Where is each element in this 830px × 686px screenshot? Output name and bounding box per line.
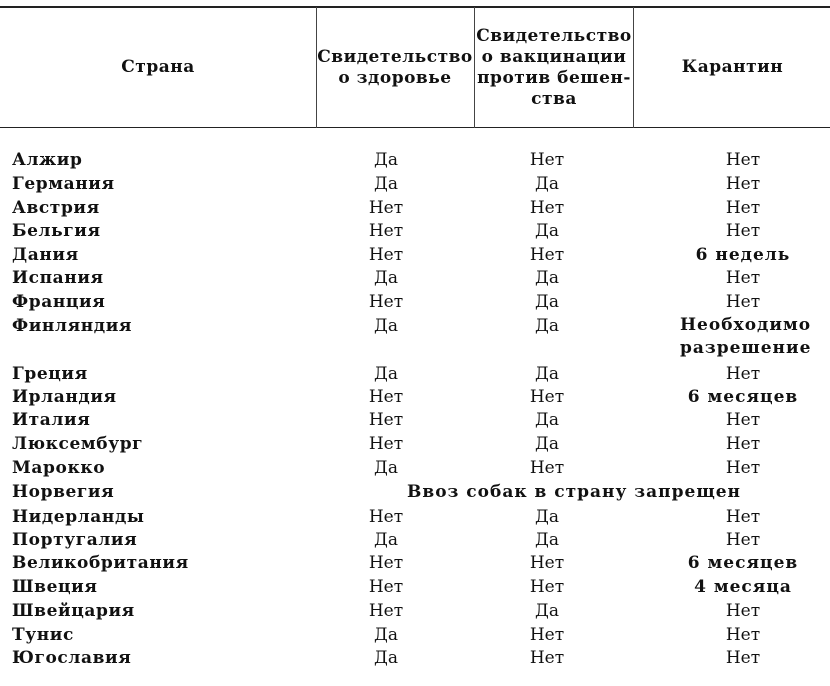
table-row (0, 172, 830, 196)
health-certificate-value: Да (374, 648, 398, 668)
health-certificate-value: Да (374, 316, 398, 336)
country-name: Швеция (12, 577, 98, 597)
table-row (0, 314, 830, 362)
rabies-certificate-value: Нет (529, 553, 565, 573)
quarantine-value: Нет (725, 150, 761, 170)
health-certificate-value: Нет (368, 410, 404, 430)
health-certificate-value: Нет (368, 198, 404, 218)
quarantine-value: Нет (725, 458, 761, 478)
health-certificate-value: Да (374, 364, 398, 384)
table-row (0, 623, 830, 647)
quarantine-value: 6 месяцев (687, 553, 799, 573)
health-certificate-value: Да (374, 174, 398, 194)
country-name: Франция (12, 292, 106, 312)
table-row (0, 290, 830, 314)
table-row (0, 362, 830, 386)
health-certificate-value: Нет (368, 221, 404, 241)
health-certificate-value: Нет (368, 245, 404, 265)
country-name: Люксембург (12, 434, 144, 454)
table-row (0, 505, 830, 529)
country-name: Швейцария (12, 601, 135, 621)
quarantine-value: Нет (725, 625, 761, 645)
table-row (0, 196, 830, 220)
rabies-certificate-value: Нет (529, 625, 565, 645)
table-row (0, 456, 830, 480)
table-row (0, 575, 830, 599)
table-row (0, 432, 830, 456)
header-divider-3 (633, 7, 634, 128)
rabies-certificate-value: Да (535, 507, 559, 527)
health-certificate-value: Да (374, 530, 398, 550)
header-rabies-certificate: Свидетельство о вакцинации против бешен- ства (476, 25, 632, 109)
health-certificate-value: Да (374, 458, 398, 478)
table-row (0, 385, 830, 409)
country-name: Италия (12, 410, 91, 430)
quarantine-value: Нет (725, 268, 761, 288)
country-name: Ирландия (12, 387, 117, 407)
rabies-certificate-value: Да (535, 434, 559, 454)
rabies-certificate-value: Да (535, 221, 559, 241)
country-name: Алжир (12, 150, 83, 170)
table-row (0, 243, 830, 267)
country-name: Бельгия (12, 221, 101, 241)
rabies-certificate-value: Нет (529, 150, 565, 170)
country-name: Финляндия (12, 316, 133, 336)
quarantine-value: 6 недель (695, 245, 791, 265)
country-name: Дания (12, 245, 79, 265)
table-row (0, 551, 830, 575)
rabies-certificate-value: Да (535, 364, 559, 384)
health-certificate-value: Нет (368, 292, 404, 312)
health-certificate-value: Да (374, 268, 398, 288)
quarantine-value: Нет (725, 530, 761, 550)
quarantine-value: 6 месяцев (687, 387, 799, 407)
quarantine-value: Необходимо разрешение (680, 315, 812, 358)
quarantine-value: Нет (725, 507, 761, 527)
rabies-certificate-value: Нет (529, 577, 565, 597)
quarantine-value: Нет (725, 364, 761, 384)
table-row (0, 528, 830, 552)
rabies-certificate-value: Нет (529, 458, 565, 478)
header-country: Страна (121, 57, 195, 77)
rabies-certificate-value: Да (535, 268, 559, 288)
health-certificate-value: Нет (368, 601, 404, 621)
country-name: Великобритания (12, 553, 189, 573)
quarantine-value: Нет (725, 221, 761, 241)
table-row (0, 480, 830, 504)
country-name: Греция (12, 364, 88, 384)
health-certificate-value: Нет (368, 553, 404, 573)
quarantine-value: Нет (725, 292, 761, 312)
country-name: Югославия (12, 648, 132, 668)
quarantine-value: Нет (725, 410, 761, 430)
quarantine-value: 4 месяца (694, 577, 792, 597)
quarantine-value: Нет (725, 434, 761, 454)
header-health-certificate: Свидетельство о здоровье (317, 46, 473, 88)
health-certificate-value: Нет (368, 507, 404, 527)
rabies-certificate-value: Да (535, 316, 559, 336)
country-name: Португалия (12, 530, 138, 550)
country-name: Германия (12, 174, 115, 194)
health-certificate-value: Нет (368, 387, 404, 407)
country-name: Нидерланды (12, 507, 145, 527)
quarantine-value: Нет (725, 601, 761, 621)
rabies-certificate-value: Нет (529, 198, 565, 218)
country-name: Испания (12, 268, 104, 288)
quarantine-value: Нет (725, 198, 761, 218)
health-certificate-value: Да (374, 625, 398, 645)
health-certificate-value: Нет (368, 577, 404, 597)
import-ban-note: Ввоз собак в страну запрещен (407, 482, 741, 502)
table-row (0, 148, 830, 172)
rabies-certificate-value: Нет (529, 245, 565, 265)
health-certificate-value: Да (374, 150, 398, 170)
quarantine-value: Нет (725, 174, 761, 194)
header-quarantine: Карантин (681, 57, 784, 77)
rabies-certificate-value: Нет (529, 648, 565, 668)
rabies-certificate-value: Да (535, 410, 559, 430)
rabies-certificate-value: Нет (529, 387, 565, 407)
country-name: Марокко (12, 458, 106, 478)
table-row (0, 646, 830, 670)
table-row (0, 599, 830, 623)
health-certificate-value: Нет (368, 434, 404, 454)
rabies-certificate-value: Да (535, 601, 559, 621)
country-name: Австрия (12, 198, 100, 218)
country-name: Норвегия (12, 482, 115, 502)
rabies-certificate-value: Да (535, 174, 559, 194)
table-row (0, 266, 830, 290)
table-row (0, 219, 830, 243)
header-divider-2 (474, 7, 475, 128)
quarantine-value: Нет (725, 648, 761, 668)
header-bottom-rule (0, 127, 830, 128)
table-row (0, 408, 830, 432)
rabies-certificate-value: Да (535, 530, 559, 550)
country-name: Тунис (12, 625, 74, 645)
rabies-certificate-value: Да (535, 292, 559, 312)
